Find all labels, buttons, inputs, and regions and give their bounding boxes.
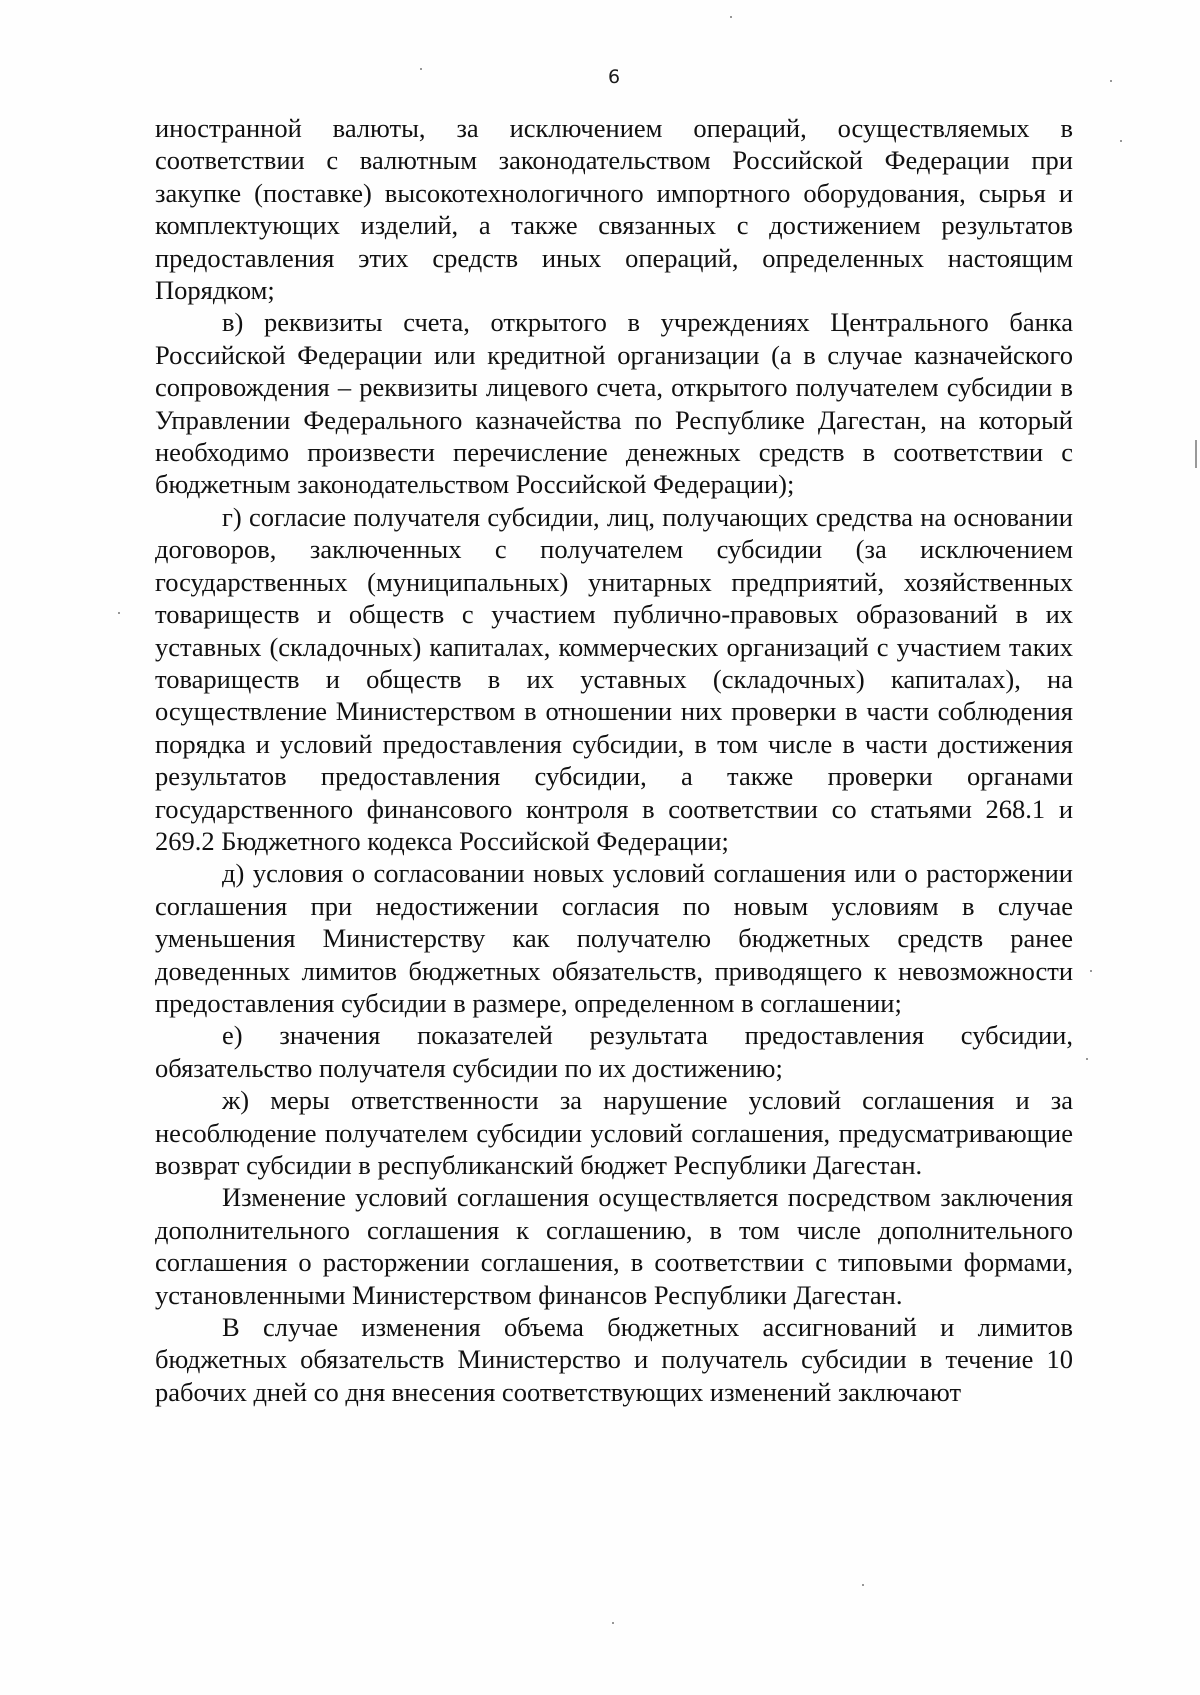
scan-speck [420, 68, 422, 70]
scan-speck [862, 1584, 864, 1586]
scan-speck [1110, 80, 1112, 82]
paragraph-budget-changes: В случае изменения объема бюджетных ассигнований и лимитов бюджетных обязательств Министерство и получатель субсидии в течение 10 рабочих дней со дня внесения соответствующих изменений заключают [155, 1312, 1073, 1407]
page-number: 6 [607, 66, 621, 88]
paragraph-liability-measures: ж) меры ответственности за нарушение условий соглашения и за несоблюдение получателем субсидии условий соглашения, предусматривающие возврат субсидии в республиканский бюджет Республики Дагестан. [155, 1085, 1073, 1180]
paragraph-result-indicators: е) значения показателей результата предоставления субсидии, обязательство получателя субсидии по их достижению; [155, 1020, 1073, 1083]
paragraph-agreement-changes: Изменение условий соглашения осуществляется посредством заключения дополнительного соглашения к соглашению, в том числе дополнительного соглашения о расторжении соглашения, в соответствии с типовыми формами, установленными Министерством финансов Республики Дагестан. [155, 1182, 1073, 1310]
scan-speck [1090, 970, 1092, 972]
document-body [155, 112, 1073, 1408]
scan-speck [730, 16, 732, 18]
paragraph-currency-operations: иностранной валюты, за исключением операций, осуществляемых в соответствии с валютным законодательством Российской Федерации при закупке (поставке) высокотехнологичного импортного оборудования, сырья и комплектующих изделий, а также связанных с достижением результатов предоставления этих средств иных операций, определенных настоящим Порядком; [155, 113, 1073, 306]
paragraph-account-details: в) реквизиты счета, открытого в учреждениях Центрального банка Российской Федерации или кредитной организации (а в случае казначейского сопровождения – реквизиты лицевого счета, открытого получателем субсидии в Управлении Федерального казначейства по Республике Дагестан, на который необходимо произвести перечисление денежных средств в соответствии с бюджетным законодательством Российской Федерации); [155, 307, 1073, 500]
paragraph-consent-inspection: г) согласие получателя субсидии, лиц, получающих средства на основании договоров, заключенных с получателем субсидии (за исключением государственных (муниципальных) унитарных предприятий, хозяйственных товариществ и обществ с участием публично-правовых образований в их уставных (складочных) капиталах, коммерческих организаций с участием таких товариществ и обществ в их уставных (складочных) капиталах), на осуществление Министерством в отношении них проверки в части соблюдения порядка и условий предоставления субсидии, в том числе в части достижения результатов предоставления субсидии, а также проверки органами государственного финансового контроля в соответствии со статьями 268.1 и 269.2 Бюджетного кодекса Российской Федерации; [155, 501, 1073, 856]
scan-speck [1195, 440, 1197, 468]
scan-speck [1086, 1058, 1088, 1060]
paragraph-agreement-conditions: д) условия о согласовании новых условий соглашения или о расторжении соглашения при недостижении согласия по новым условиям в случае уменьшения Министерству как получателю бюджетных средств ранее доведенных лимитов бюджетных обязательств, приводящего к невозможности предоставления субсидии в размере, определенном в соглашении; [155, 858, 1073, 1018]
scan-speck [612, 1622, 614, 1624]
scan-speck [1120, 140, 1122, 142]
scan-speck [118, 612, 120, 614]
